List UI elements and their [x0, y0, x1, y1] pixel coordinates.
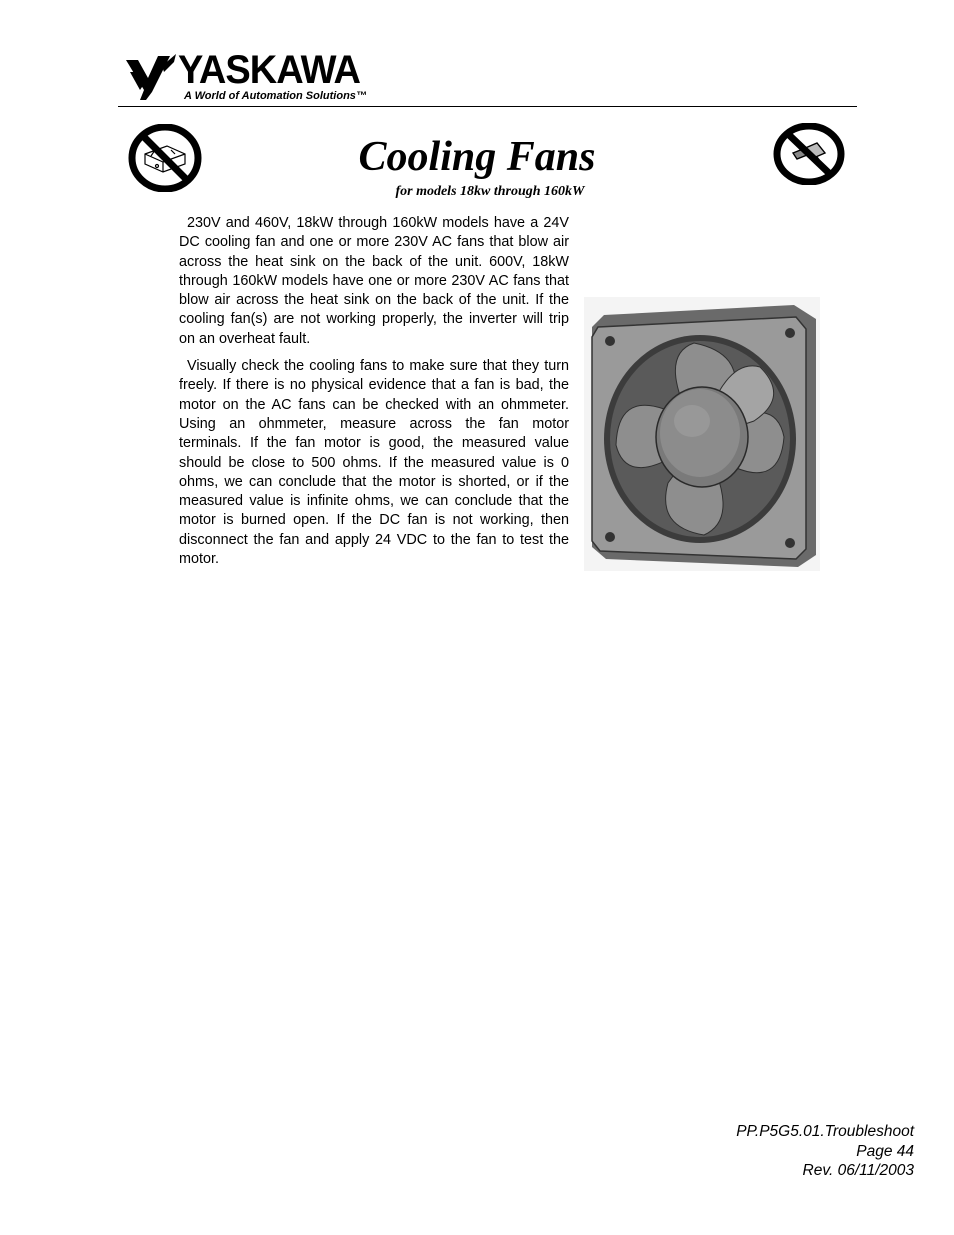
cooling-fan-photo — [584, 297, 820, 571]
yaskawa-logo — [124, 50, 374, 106]
page-footer — [736, 1122, 914, 1181]
revision-date: Rev. 06/11/2003 — [802, 1162, 914, 1179]
document-id: PP.P5G5.01.Troubleshoot — [736, 1123, 914, 1140]
paragraph: 230V and 460V, 18kW through 160kW models have a 24V DC cooling fan and one or more 230V AC fans that blow air across the heat sink on the back of the unit. 600V, 18kW through 160kW models have one or more 230V AC fans that blow air across the heat sink on the back of the unit. If the cooling fan(s) are not working properly, the inverter will trip on an overheat fault. — [179, 215, 569, 347]
page-title: Cooling Fans — [358, 134, 596, 180]
body-text — [179, 214, 569, 577]
logo-tagline: A World of Automation Solutions™ — [184, 90, 367, 102]
page-subtitle: for models 18kw through 160kW — [395, 184, 585, 199]
yaskawa-logo-icon — [124, 52, 178, 102]
no-plug-icon — [773, 123, 845, 185]
header-divider — [118, 106, 857, 107]
page-number: Page 44 — [856, 1142, 914, 1160]
logo-wordmark: YASKAWA — [178, 48, 360, 92]
paragraph: Visually check the cooling fans to make sure that they turn freely. If there is no physical evidence that a fan is bad, the motor on the AC fans can be checked with an ohmmeter. Using an ohmmeter, measure across the fan motor terminals. If the fan motor is good, the measured value should be close to 500 ohms. If the measured value is 0 ohms, we can conclude that the motor is shorted, or if the measured value is infinite ohms, we can conclude that the motor is burned open. If the DC fan is not working, then disconnect the fan and apply 24 VDC to the fan to test the motor. — [179, 358, 569, 568]
